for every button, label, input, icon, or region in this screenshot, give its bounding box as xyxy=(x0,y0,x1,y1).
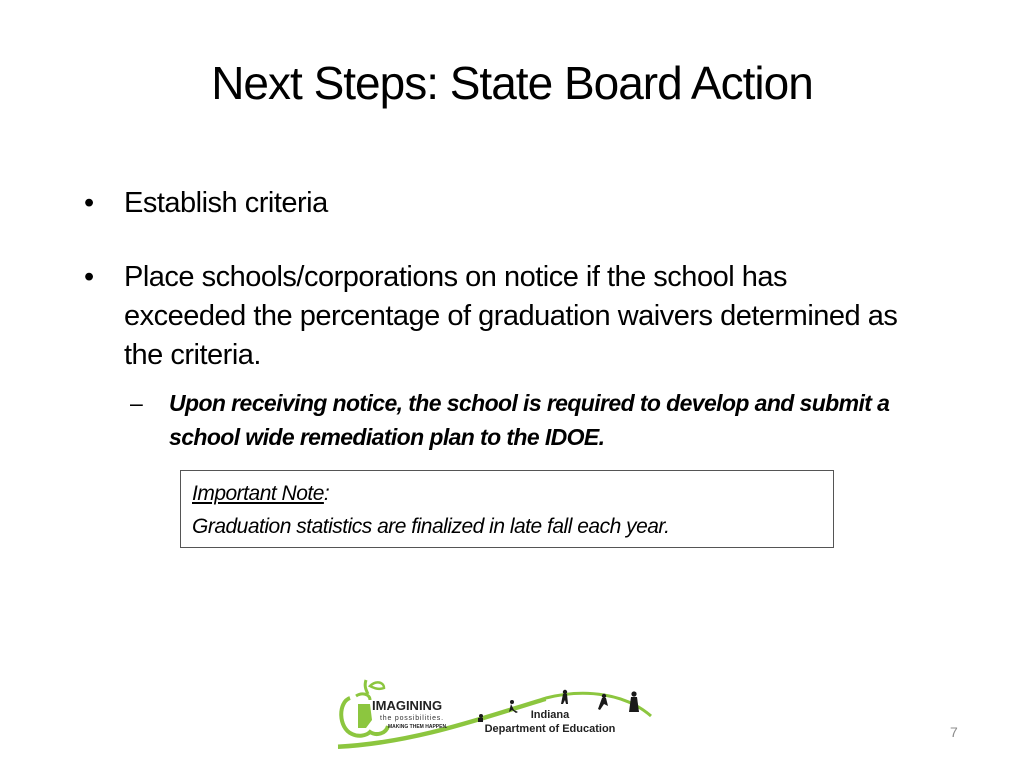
idoe-logo xyxy=(336,676,656,752)
page-number: 7 xyxy=(950,724,958,740)
bullet-place-on-notice xyxy=(84,258,914,375)
bullet-marker: • xyxy=(84,187,94,219)
sub-bullet-remediation-plan xyxy=(130,386,909,454)
note-text: Graduation statistics are finalized in late fall each year. xyxy=(192,515,670,538)
important-note-box xyxy=(180,470,834,548)
bullet-establish-criteria xyxy=(84,184,914,223)
bullet-text: Place schools/corporations on notice if the school has exceeded the percentage of graduation waivers determined as the criteria. xyxy=(124,261,898,371)
bullet-marker: • xyxy=(84,261,94,293)
indiana-state-icon xyxy=(358,704,372,728)
slide-title: Next Steps: State Board Action xyxy=(211,57,813,109)
note-label: Important Note xyxy=(192,482,324,505)
idoe-logo-graphic xyxy=(336,676,656,752)
logo-org-line2: Department of Education xyxy=(484,723,616,735)
logo-tagline: the possibilities. xyxy=(380,715,444,722)
logo-slogan: MAKING THEM HAPPEN. xyxy=(388,724,448,730)
sub-bullet-marker: – xyxy=(130,390,143,416)
logo-word-imagining: IMAGINING xyxy=(372,698,443,713)
note-heading xyxy=(192,477,833,510)
bullet-text: Establish criteria xyxy=(124,187,328,219)
note-label-suffix: : xyxy=(323,482,330,505)
sub-bullet-text: Upon receiving notice, the school is required to develop and submit a school wide remediation plan to the IDOE. xyxy=(169,390,890,450)
logo-org-line1: Indiana xyxy=(530,709,570,721)
